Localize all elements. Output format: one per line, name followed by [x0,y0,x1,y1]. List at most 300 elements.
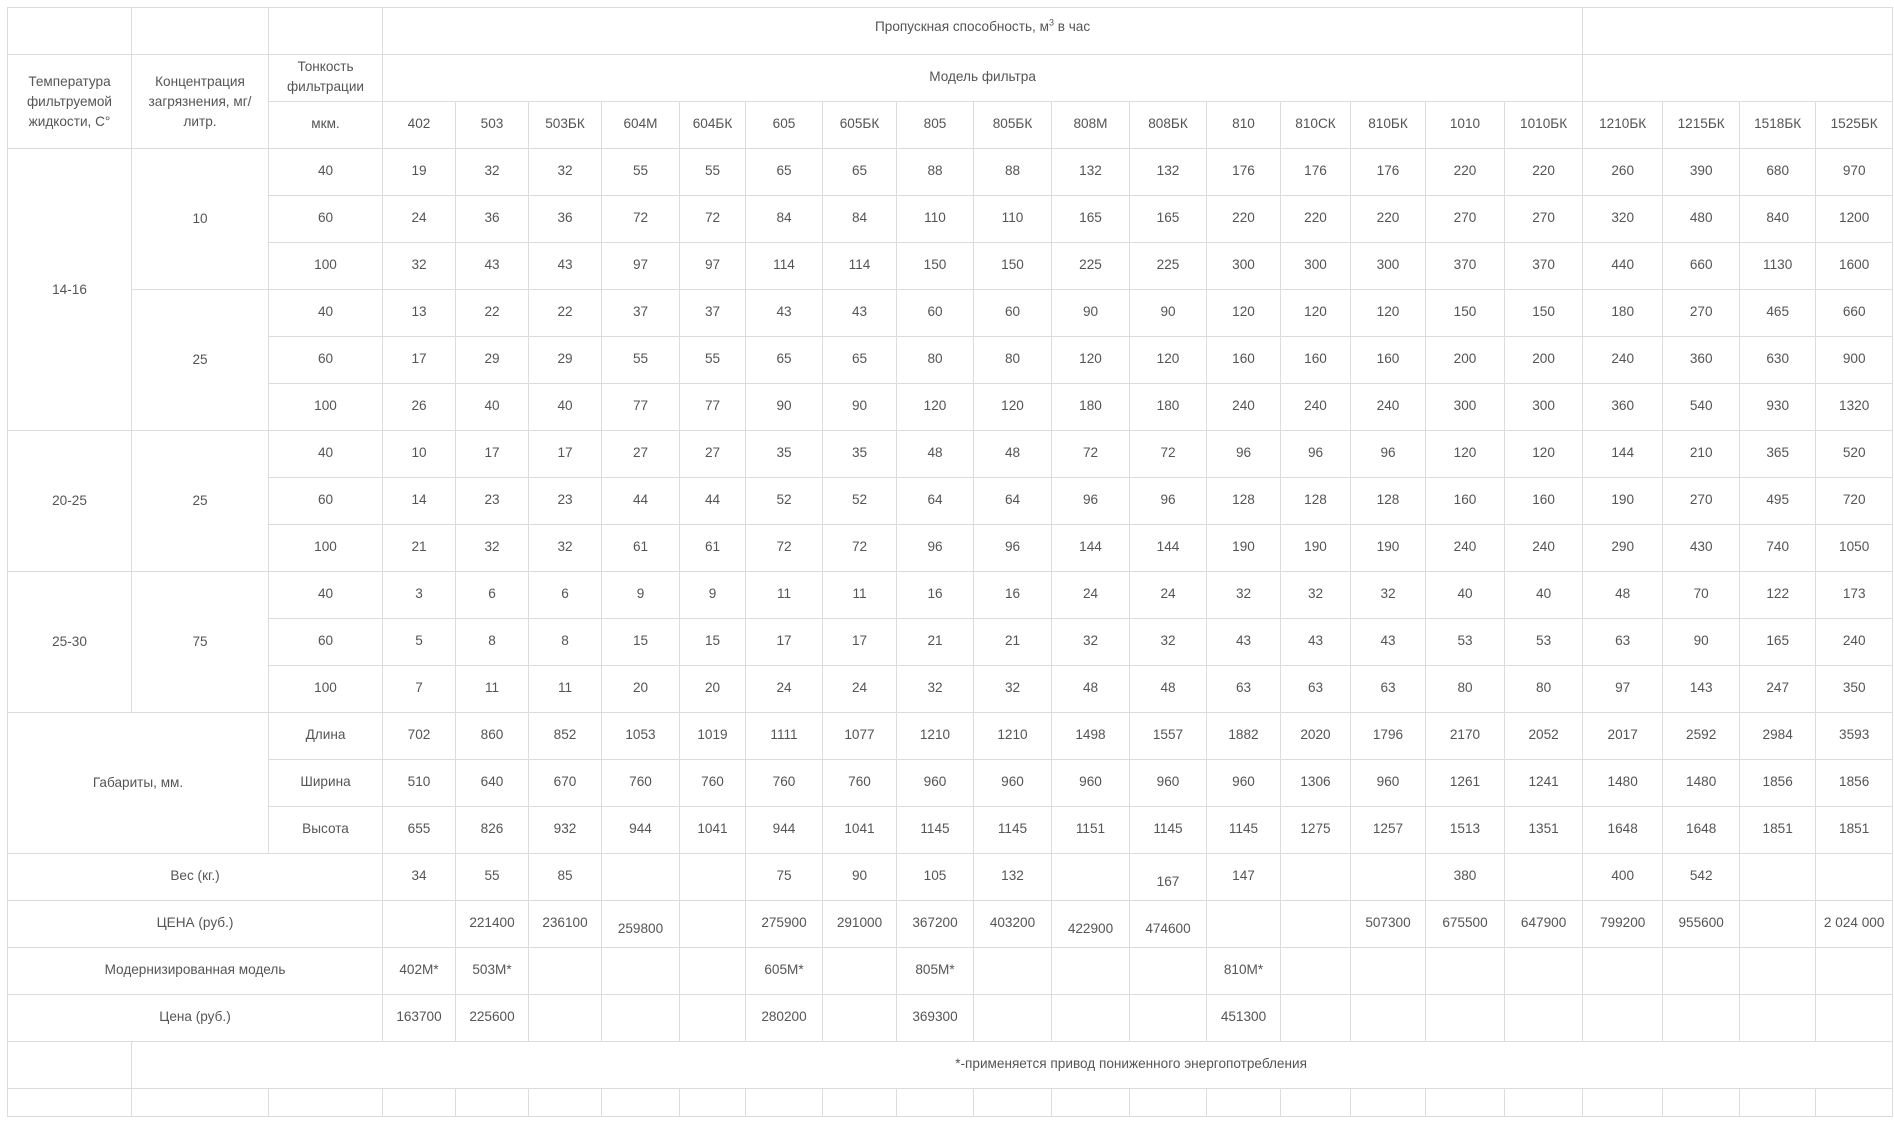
model-name: 1010 [1426,102,1505,149]
dimension-value: 960 [1052,760,1130,807]
throughput-label: Пропускная способность, м [875,19,1049,34]
dimension-value: 1513 [1426,807,1505,854]
throughput-value: 55 [680,337,746,384]
throughput-value: 97 [1583,666,1663,713]
weight-value [1351,854,1426,901]
throughput-value: 55 [680,149,746,196]
dimension-value: 510 [383,760,456,807]
throughput-value: 43 [1281,619,1351,666]
throughput-value: 160 [1505,478,1583,525]
dimension-value: 1306 [1281,760,1351,807]
price-value: 955600 [1663,901,1740,948]
throughput-value: 165 [1740,619,1816,666]
throughput-value: 200 [1426,337,1505,384]
price-value [680,901,746,948]
trailing-blank-cell [1583,1089,1663,1117]
trailing-blank-cell [974,1089,1052,1117]
throughput-value: 160 [1281,337,1351,384]
throughput-value: 680 [1740,149,1816,196]
throughput-value: 128 [1207,478,1281,525]
price-value [1740,901,1816,948]
throughput-value: 190 [1351,525,1426,572]
fineness-cell: 60 [269,478,383,525]
header-blank-cell [8,8,132,55]
throughput-value: 24 [823,666,897,713]
throughput-value: 72 [1052,431,1130,478]
fineness-cell: 100 [269,525,383,572]
throughput-suffix: в час [1053,19,1091,34]
throughput-value: 6 [529,572,602,619]
throughput-value: 60 [974,290,1052,337]
throughput-value: 144 [1052,525,1130,572]
price-value: 675500 [1426,901,1505,948]
weight-value: 167 [1130,854,1207,901]
throughput-value: 40 [456,384,529,431]
modernized-row [8,948,1893,995]
throughput-value: 180 [1583,290,1663,337]
modern-price-row [8,995,1893,1042]
throughput-value: 48 [897,431,974,478]
throughput-value: 176 [1351,149,1426,196]
dimension-value: 1257 [1351,807,1426,854]
dimension-value: 1145 [1207,807,1281,854]
model-name: 810СК [1281,102,1351,149]
model-name: 1518БК [1740,102,1816,149]
throughput-value: 43 [746,290,823,337]
dimension-value: 1210 [974,713,1052,760]
throughput-value: 61 [680,525,746,572]
throughput-value: 350 [1816,666,1893,713]
throughput-value: 36 [529,196,602,243]
throughput-value: 65 [746,149,823,196]
throughput-value: 90 [1130,290,1207,337]
throughput-value: 110 [897,196,974,243]
throughput-value: 300 [1426,384,1505,431]
throughput-value: 23 [529,478,602,525]
throughput-value: 44 [680,478,746,525]
model-name: 1215БК [1663,102,1740,149]
trailing-blank-cell [8,1089,132,1117]
throughput-value: 97 [602,243,680,290]
throughput-value: 240 [1583,337,1663,384]
temperature-cell: 14-16 [8,149,132,431]
weight-value: 85 [529,854,602,901]
concentration-cell: 75 [132,572,269,713]
throughput-value: 220 [1281,196,1351,243]
throughput-value: 63 [1281,666,1351,713]
trailing-blank-cell [1130,1089,1207,1117]
dimension-value: 1498 [1052,713,1130,760]
throughput-value: 96 [974,525,1052,572]
modernized-value: 810М* [1207,948,1281,995]
throughput-value: 17 [383,337,456,384]
fineness-cell: 60 [269,337,383,384]
weight-value: 75 [746,854,823,901]
dimension-value: 1851 [1740,807,1816,854]
throughput-value: 63 [1207,666,1281,713]
modern-price-value [1130,995,1207,1042]
throughput-value: 260 [1583,149,1663,196]
dimension-value: 1557 [1130,713,1207,760]
price-value [383,901,456,948]
throughput-value: 270 [1505,196,1583,243]
throughput-value: 88 [897,149,974,196]
throughput-value: 6 [456,572,529,619]
throughput-value: 390 [1663,149,1740,196]
throughput-value: 240 [1351,384,1426,431]
model-name: 604БК [680,102,746,149]
fineness-cell: 40 [269,431,383,478]
throughput-value: 1130 [1740,243,1816,290]
throughput-value: 220 [1351,196,1426,243]
throughput-value: 144 [1583,431,1663,478]
throughput-value: 247 [1740,666,1816,713]
weight-value: 105 [897,854,974,901]
weight-value: 132 [974,854,1052,901]
fineness-cell: 100 [269,243,383,290]
throughput-value: 70 [1663,572,1740,619]
throughput-value: 900 [1816,337,1893,384]
throughput-value: 200 [1505,337,1583,384]
modern-price-value [1816,995,1893,1042]
throughput-value: 84 [746,196,823,243]
dimension-value: 2020 [1281,713,1351,760]
throughput-value: 43 [529,243,602,290]
price-value [1281,901,1351,948]
price-value: 367200 [897,901,974,948]
throughput-value: 120 [897,384,974,431]
throughput-value: 24 [1052,572,1130,619]
throughput-value: 29 [529,337,602,384]
model-name: 604М [602,102,680,149]
throughput-value: 32 [897,666,974,713]
modernized-value [974,948,1052,995]
trailing-blank-cell [1816,1089,1893,1117]
throughput-value: 11 [529,666,602,713]
model-name: 605 [746,102,823,149]
dimension-value: 702 [383,713,456,760]
dimension-value: 1796 [1351,713,1426,760]
throughput-value: 120 [1505,431,1583,478]
throughput-value: 20 [680,666,746,713]
throughput-value: 17 [456,431,529,478]
modern-price-value [1740,995,1816,1042]
temperature-cell: 20-25 [8,431,132,572]
throughput-value: 120 [974,384,1052,431]
model-name: 805 [897,102,974,149]
dimension-value: 1882 [1207,713,1281,760]
dimension-value: 960 [897,760,974,807]
throughput-value: 27 [602,431,680,478]
weight-row [8,854,1893,901]
dimension-value: 1053 [602,713,680,760]
trailing-blank-cell [680,1089,746,1117]
dimension-value: 944 [602,807,680,854]
modern-price-value [1426,995,1505,1042]
concentration-cell: 25 [132,290,269,431]
throughput-value: 43 [1351,619,1426,666]
weight-value [602,854,680,901]
throughput-value: 165 [1130,196,1207,243]
throughput-value: 240 [1207,384,1281,431]
temperature-header: Температура фильтруемой жидкости, С° [8,55,132,149]
throughput-value: 32 [529,525,602,572]
throughput-value: 15 [680,619,746,666]
modern-price-value [602,995,680,1042]
throughput-value: 20 [602,666,680,713]
temperature-cell: 25-30 [8,572,132,713]
throughput-value: 120 [1052,337,1130,384]
throughput-value: 11 [823,572,897,619]
dimension-value: 1241 [1505,760,1583,807]
dimension-value: 1261 [1426,760,1505,807]
price-value: 291000 [823,901,897,948]
model-header: Модель фильтра [383,55,1583,102]
model-name: 605БК [823,102,897,149]
dimension-value: 852 [529,713,602,760]
price-value: 259800 [602,901,680,948]
price-value: 799200 [1583,901,1663,948]
price-value: 403200 [974,901,1052,948]
throughput-value: 65 [823,337,897,384]
throughput-value: 48 [1130,666,1207,713]
throughput-value: 150 [1426,290,1505,337]
throughput-value: 96 [1052,478,1130,525]
throughput-value: 72 [823,525,897,572]
throughput-value: 80 [1426,666,1505,713]
throughput-value: 60 [897,290,974,337]
modernized-value [1663,948,1740,995]
throughput-value: 370 [1426,243,1505,290]
modern-price-value [1663,995,1740,1042]
throughput-value: 190 [1281,525,1351,572]
throughput-value: 11 [746,572,823,619]
throughput-value: 7 [383,666,456,713]
price-value: 221400 [456,901,529,948]
price-label: ЦЕНА (руб.) [8,901,383,948]
throughput-value: 40 [529,384,602,431]
throughput-value: 53 [1505,619,1583,666]
throughput-value: 930 [1740,384,1816,431]
throughput-value: 61 [602,525,680,572]
throughput-value: 64 [974,478,1052,525]
trailing-blank-cell [1207,1089,1281,1117]
dimensions-label: Габариты, мм. [8,713,269,854]
dimension-value: 1480 [1583,760,1663,807]
throughput-value: 3 [383,572,456,619]
throughput-unit-exponent: 3 [1048,17,1054,28]
weight-value [1740,854,1816,901]
throughput-value: 63 [1583,619,1663,666]
throughput-value: 180 [1052,384,1130,431]
throughput-value: 90 [1052,290,1130,337]
trailing-blank-cell [1740,1089,1816,1117]
dimension-value: 944 [746,807,823,854]
filter-spec-table [7,7,1893,1117]
throughput-value: 110 [974,196,1052,243]
concentration-header: Концентрация загрязнения, мг/литр. [132,55,269,149]
throughput-value: 32 [383,243,456,290]
throughput-value: 14 [383,478,456,525]
throughput-value: 96 [897,525,974,572]
throughput-value: 72 [1130,431,1207,478]
throughput-value: 32 [1207,572,1281,619]
trailing-blank-cell [1351,1089,1426,1117]
price-value: 422900 [1052,901,1130,948]
throughput-value: 96 [1130,478,1207,525]
weight-value: 90 [823,854,897,901]
throughput-value: 77 [680,384,746,431]
header-blank-cell [1583,8,1893,55]
throughput-value: 80 [897,337,974,384]
fineness-cell: 100 [269,384,383,431]
throughput-value: 72 [680,196,746,243]
modernized-value [529,948,602,995]
throughput-value: 48 [1052,666,1130,713]
throughput-value: 240 [1426,525,1505,572]
throughput-value: 120 [1351,290,1426,337]
modern-price-value [974,995,1052,1042]
throughput-value: 48 [974,431,1052,478]
throughput-value: 176 [1281,149,1351,196]
dimension-value: 2017 [1583,713,1663,760]
fineness-cell: 40 [269,572,383,619]
throughput-value: 13 [383,290,456,337]
throughput-value: 132 [1130,149,1207,196]
throughput-value: 114 [746,243,823,290]
throughput-value: 32 [529,149,602,196]
throughput-value: 21 [383,525,456,572]
dimension-name: Высота [269,807,383,854]
trailing-blank-cell [529,1089,602,1117]
model-name: 810БК [1351,102,1426,149]
throughput-value: 37 [602,290,680,337]
throughput-value: 32 [456,149,529,196]
trailing-blank-cell [1426,1089,1505,1117]
throughput-value: 480 [1663,196,1740,243]
trailing-blank-cell [823,1089,897,1117]
price-value: 647900 [1505,901,1583,948]
throughput-value: 120 [1426,431,1505,478]
throughput-value: 160 [1207,337,1281,384]
throughput-value: 270 [1663,478,1740,525]
throughput-value: 465 [1740,290,1816,337]
modern-price-value [529,995,602,1042]
modern-price-value [1505,995,1583,1042]
throughput-value: 150 [974,243,1052,290]
modern-price-value [1052,995,1130,1042]
throughput-value: 630 [1740,337,1816,384]
throughput-value: 840 [1740,196,1816,243]
dimension-value: 1856 [1740,760,1816,807]
throughput-value: 9 [602,572,680,619]
dimension-name: Ширина [269,760,383,807]
throughput-value: 220 [1426,149,1505,196]
throughput-value: 24 [383,196,456,243]
trailing-blank-cell [1281,1089,1351,1117]
throughput-value: 15 [602,619,680,666]
header-blank-cell [1583,55,1893,102]
modernized-value: 402М* [383,948,456,995]
throughput-value: 225 [1052,243,1130,290]
dimension-value: 932 [529,807,602,854]
weight-value: 400 [1583,854,1663,901]
throughput-value: 72 [602,196,680,243]
footnote: *-применяется привод пониженного энергопотребления [132,1042,1893,1089]
throughput-value: 360 [1583,384,1663,431]
modernized-value: 503М* [456,948,529,995]
throughput-value: 270 [1663,290,1740,337]
model-name: 1210БК [1583,102,1663,149]
throughput-value: 120 [1281,290,1351,337]
throughput-value: 52 [746,478,823,525]
modernized-value [680,948,746,995]
modernized-value: 805М* [897,948,974,995]
modern-price-value: 163700 [383,995,456,1042]
throughput-value: 8 [456,619,529,666]
dimension-value: 1210 [897,713,974,760]
modernized-value [1816,948,1893,995]
dimension-name: Длина [269,713,383,760]
weight-value: 55 [456,854,529,901]
dimension-value: 1019 [680,713,746,760]
throughput-value: 300 [1207,243,1281,290]
throughput-value: 19 [383,149,456,196]
trailing-blank-cell [132,1089,269,1117]
throughput-value: 43 [823,290,897,337]
weight-value: 542 [1663,854,1740,901]
throughput-value: 77 [602,384,680,431]
modernized-value [1740,948,1816,995]
weight-value: 34 [383,854,456,901]
modernized-value [1130,948,1207,995]
throughput-value: 143 [1663,666,1740,713]
weight-value [1505,854,1583,901]
throughput-value: 660 [1663,243,1740,290]
price-value: 236100 [529,901,602,948]
throughput-value: 210 [1663,431,1740,478]
modernized-value [1426,948,1505,995]
throughput-value: 300 [1281,243,1351,290]
throughput-value: 165 [1052,196,1130,243]
throughput-value: 740 [1740,525,1816,572]
modernized-value [823,948,897,995]
dimension-value: 1856 [1816,760,1893,807]
throughput-value: 270 [1426,196,1505,243]
modernized-value [1505,948,1583,995]
throughput-value: 97 [680,243,746,290]
throughput-value: 17 [529,431,602,478]
model-name: 805БК [974,102,1052,149]
throughput-value: 8 [529,619,602,666]
trailing-blank-cell [456,1089,529,1117]
dimension-value: 1851 [1816,807,1893,854]
throughput-value: 1200 [1816,196,1893,243]
model-name: 808М [1052,102,1130,149]
modern-price-label: Цена (руб.) [8,995,383,1042]
throughput-value: 32 [1130,619,1207,666]
throughput-value: 132 [1052,149,1130,196]
throughput-value: 17 [823,619,897,666]
model-name: 810 [1207,102,1281,149]
throughput-value: 21 [974,619,1052,666]
dimension-value: 2592 [1663,713,1740,760]
throughput-value: 1320 [1816,384,1893,431]
throughput-value: 495 [1740,478,1816,525]
footnote-blank-cell [8,1042,132,1089]
throughput-value: 22 [456,290,529,337]
throughput-value: 43 [456,243,529,290]
